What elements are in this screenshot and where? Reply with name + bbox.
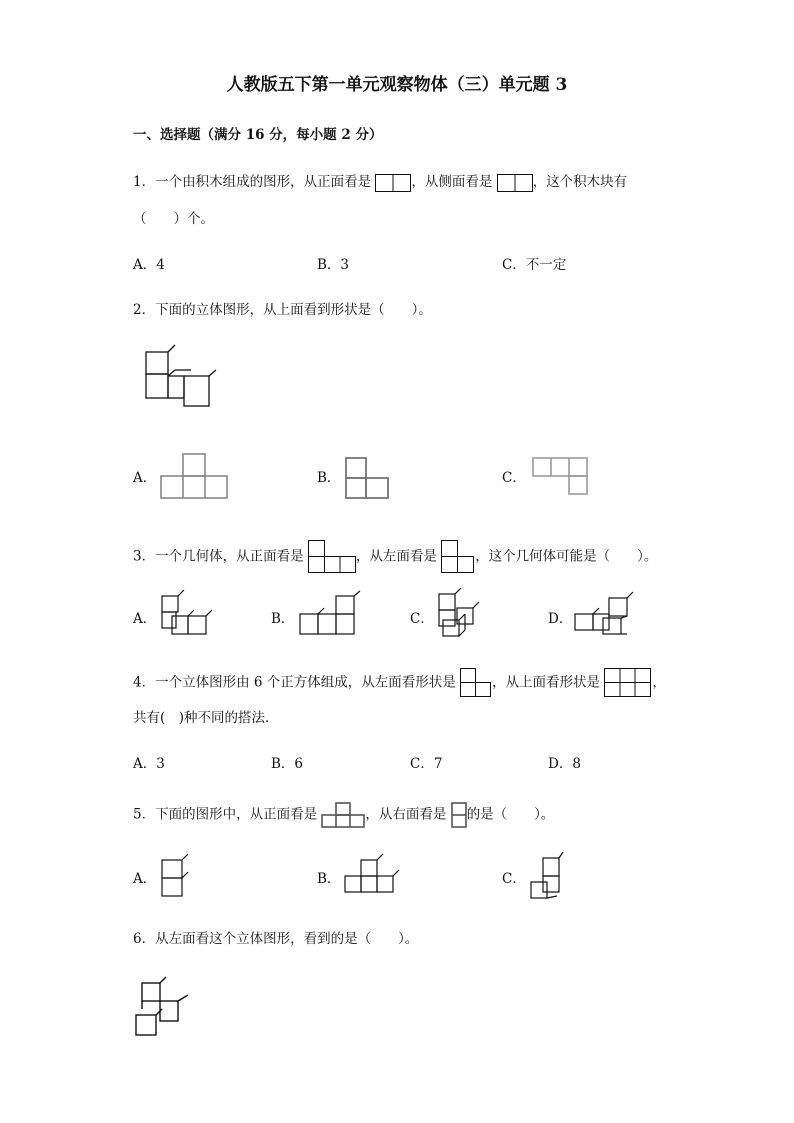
right-view-figure [451, 801, 467, 829]
question-text: 一个几何体，从正面看是 [155, 548, 304, 565]
left-view-figure [460, 668, 492, 698]
option-a[interactable]: A． [133, 611, 157, 627]
option-c[interactable]: C．不一定 [502, 257, 567, 273]
question-1 [133, 170, 627, 192]
option-a[interactable]: A． [133, 470, 157, 486]
option-d[interactable]: D．8 [548, 756, 581, 772]
front-view-figure [321, 801, 365, 829]
option-c[interactable]: C． [502, 871, 526, 887]
question-number: 1． [133, 174, 156, 190]
left-view-figure [441, 540, 475, 574]
section-heading: 一、选择题（满分 16 分，每小题 2 分） [133, 127, 383, 143]
question-text: 的是（ ）。 [466, 806, 555, 823]
question-text: ，从侧面看是 [411, 174, 493, 190]
option-b[interactable]: B． [317, 871, 341, 887]
question-2 [133, 298, 432, 318]
question-text: 从左面看这个立体图形，看到的是（ ）。 [155, 931, 419, 947]
question-4 [133, 668, 666, 698]
question-number: 2． [133, 302, 156, 318]
option-a[interactable]: A． [133, 871, 157, 887]
option-b[interactable]: B． [317, 470, 341, 486]
front-view-figure [375, 174, 411, 192]
option-b[interactable]: B．6 [271, 756, 304, 772]
option-c-figure[interactable] [531, 456, 591, 498]
question-text: ，这个积木块有 [532, 174, 628, 190]
option-c[interactable]: C．7 [410, 756, 443, 772]
top-view-figure [604, 668, 652, 698]
option-c-figure[interactable] [437, 586, 483, 640]
front-view-figure [308, 540, 356, 574]
option-b[interactable]: B．3 [317, 257, 350, 273]
question-number: 5． [133, 806, 156, 823]
option-b[interactable]: B． [271, 611, 295, 627]
option-a-figure[interactable] [160, 852, 192, 900]
side-view-figure [497, 174, 533, 192]
question-4-line2: 共有( )种不同的搭法． [133, 710, 279, 726]
question-text: ，从右面看是 [365, 806, 447, 823]
option-c-figure[interactable] [529, 850, 565, 902]
option-a[interactable]: A．4 [133, 257, 165, 273]
question-text: ，从左面看是 [355, 548, 437, 565]
question-text: 下面的图形中，从正面看是 [155, 806, 318, 823]
option-d-figure[interactable] [573, 590, 635, 638]
question-6 [133, 927, 418, 947]
option-c[interactable]: C． [410, 611, 434, 627]
option-a[interactable]: A．3 [133, 756, 165, 772]
stacked-cubes-figure [145, 344, 225, 408]
question-text: ， [652, 674, 666, 691]
question-5 [133, 801, 554, 829]
option-c[interactable]: C． [502, 470, 526, 486]
question-text: 下面的立体图形，从上面看到形状是（ ）。 [155, 302, 432, 318]
option-d[interactable]: D． [548, 611, 573, 627]
question-1-blank: （ ）个。 [133, 211, 214, 227]
page-title: 人教版五下第一单元观察物体（三）单元题 3 [226, 75, 568, 95]
question-text: ，从上面看形状是 [492, 674, 601, 691]
option-b-figure[interactable] [344, 456, 392, 500]
option-b-figure[interactable] [298, 592, 362, 638]
question-text: 一个立体图形由 6 个正方体组成，从左面看形状是 [155, 674, 456, 691]
stacked-cubes-figure [134, 975, 192, 1037]
question-text: ，这个几何体可能是（ ）。 [475, 548, 658, 565]
question-text: 一个由积木组成的图形，从正面看是 [155, 174, 372, 190]
question-number: 4． [133, 674, 156, 691]
option-a-figure[interactable] [160, 588, 214, 638]
question-number: 3． [133, 548, 156, 565]
option-b-figure[interactable] [343, 854, 401, 896]
question-3 [133, 540, 657, 574]
question-number: 6． [133, 931, 156, 947]
option-a-figure[interactable] [160, 452, 230, 500]
